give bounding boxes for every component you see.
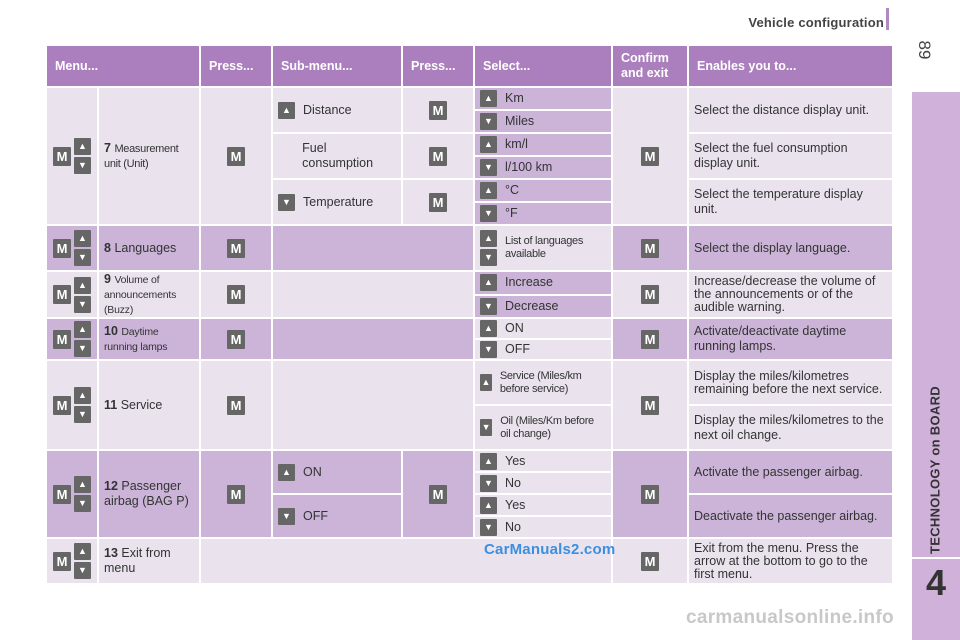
up-arrow-icon: ▲	[278, 464, 295, 481]
menu-number: 13	[104, 546, 118, 560]
menu-name: Exit from menu	[104, 546, 171, 575]
down-arrow-icon: ▼	[74, 340, 91, 357]
enables-cell: Activate the passenger airbag.	[688, 450, 893, 494]
chapter-number: 4	[925, 562, 947, 603]
press-cell	[402, 133, 474, 179]
select-cell	[474, 202, 612, 225]
confirm-cell	[612, 225, 688, 271]
select-option: Miles	[505, 114, 535, 128]
select-cell	[474, 405, 612, 450]
table-row	[46, 87, 893, 110]
section-title: Vehicle configuration	[748, 15, 884, 30]
select-cell	[474, 295, 612, 319]
chapter-label: TECHNOLOGY on BOARD	[927, 386, 943, 554]
select-option: List of languages available	[505, 235, 584, 260]
up-arrow-icon: ▲	[480, 274, 497, 291]
enables-cell: Select the distance display unit.	[688, 87, 893, 133]
press-cell	[200, 87, 272, 225]
table-row	[46, 360, 893, 405]
menu-key-cell	[46, 225, 98, 271]
configuration-table	[45, 44, 894, 585]
m-key-icon: M	[429, 101, 447, 120]
down-arrow-icon: ▼	[278, 194, 295, 211]
header-confirm: Confirm and exit	[612, 45, 688, 87]
up-arrow-icon: ▲	[74, 321, 91, 338]
down-arrow-icon: ▼	[480, 341, 497, 358]
menu-key-cell	[46, 87, 98, 225]
menu-key-cell	[46, 318, 98, 360]
enables-cell: Select the fuel consumption display unit.	[688, 133, 893, 179]
up-arrow-icon: ▲	[74, 230, 91, 247]
select-cell	[474, 156, 612, 179]
select-cell	[474, 87, 612, 110]
up-arrow-icon: ▲	[278, 102, 295, 119]
down-arrow-icon: ▼	[480, 519, 497, 536]
menu-name-cell	[98, 450, 200, 538]
menu-key-cell	[46, 538, 98, 584]
header-press: Press...	[200, 45, 272, 87]
m-key-icon: M	[641, 147, 659, 166]
m-key-icon: M	[227, 396, 245, 415]
m-key-icon: M	[53, 552, 71, 571]
arrow-key-pair	[74, 277, 91, 313]
header-select: Select...	[474, 45, 612, 87]
submenu-name: Distance	[303, 102, 352, 117]
menu-number: 10	[104, 324, 118, 338]
select-option: Oil (Miles/Km before oil change)	[500, 414, 594, 440]
m-key-icon: M	[53, 396, 71, 415]
down-arrow-icon: ▼	[480, 113, 497, 130]
select-cell	[474, 133, 612, 156]
down-arrow-icon: ▼	[480, 298, 497, 315]
arrow-key-pair	[74, 138, 91, 174]
select-option: No	[505, 475, 521, 490]
enables-cell: Select the temperature display unit.	[688, 179, 893, 225]
m-key-icon: M	[227, 239, 245, 258]
arrow-key-pair	[480, 230, 497, 266]
down-arrow-icon: ▼	[480, 475, 497, 492]
menu-name-cell	[98, 538, 200, 584]
select-cell	[474, 494, 612, 516]
table-row	[46, 450, 893, 472]
confirm-cell	[612, 450, 688, 538]
down-arrow-icon: ▼	[480, 205, 497, 222]
select-option: Yes	[505, 453, 526, 468]
m-key-icon: M	[53, 485, 71, 504]
enables-cell: Display the miles/kilometres to the next oil change.	[688, 405, 893, 450]
menu-number: 9	[104, 272, 111, 286]
key-combo	[52, 476, 92, 512]
empty-cell	[272, 360, 474, 450]
select-cell	[474, 360, 612, 405]
confirm-cell	[612, 87, 688, 225]
select-option: Decrease	[505, 298, 559, 313]
press-cell	[200, 360, 272, 450]
m-key-icon: M	[429, 485, 447, 504]
key-combo	[52, 277, 92, 313]
arrow-key-pair	[74, 387, 91, 423]
table-row	[46, 271, 893, 295]
menu-name: Service	[120, 397, 163, 412]
select-cell	[474, 450, 612, 472]
arrow-key-pair	[74, 543, 91, 579]
m-key-icon: M	[227, 485, 245, 504]
select-option: OFF	[505, 342, 530, 356]
m-key-icon: M	[53, 330, 71, 349]
empty-cell	[272, 318, 474, 360]
key-combo	[52, 543, 92, 579]
select-cell	[474, 318, 612, 339]
down-arrow-icon: ▼	[74, 406, 91, 423]
select-option: Service (Miles/km before service)	[499, 369, 582, 395]
down-arrow-icon: ▼	[74, 562, 91, 579]
site-watermark: CarManuals2.com	[484, 541, 616, 558]
m-key-icon: M	[429, 193, 447, 212]
submenu-name: OFF	[303, 508, 328, 523]
press-cell	[402, 450, 474, 538]
down-arrow-icon: ▼	[480, 249, 497, 266]
select-option: km/l	[505, 137, 528, 151]
menu-number: 11	[104, 397, 118, 412]
submenu-cell	[272, 179, 402, 225]
select-cell	[474, 179, 612, 202]
down-arrow-icon: ▼	[278, 508, 295, 525]
select-cell	[474, 516, 612, 538]
empty-cell	[272, 271, 474, 318]
press-cell	[402, 179, 474, 225]
empty-cell	[272, 225, 474, 271]
m-key-icon: M	[53, 285, 71, 304]
m-key-icon: M	[641, 285, 659, 304]
menu-number: 7	[104, 141, 111, 155]
submenu-name: Fuel consumption	[302, 141, 374, 170]
table-row	[46, 538, 893, 584]
arrow-key-pair	[74, 230, 91, 266]
header-press-2: Press...	[402, 45, 474, 87]
m-key-icon: M	[641, 239, 659, 258]
chapter-divider	[912, 557, 960, 559]
menu-name-cell	[98, 271, 200, 318]
key-combo	[52, 230, 92, 266]
up-arrow-icon: ▲	[480, 182, 497, 199]
select-option: °F	[505, 206, 518, 220]
submenu-cell	[272, 133, 402, 179]
menu-key-cell	[46, 360, 98, 450]
select-option: ON	[505, 321, 524, 335]
up-arrow-icon: ▲	[480, 453, 497, 470]
down-arrow-icon: ▼	[74, 249, 91, 266]
m-key-icon: M	[641, 552, 659, 571]
press-cell	[200, 318, 272, 360]
select-option: Km	[505, 91, 524, 105]
up-arrow-icon: ▲	[74, 277, 91, 294]
menu-name: Languages	[114, 240, 177, 255]
down-arrow-icon: ▼	[74, 157, 91, 174]
down-arrow-icon: ▼	[74, 495, 91, 512]
header-menu: Menu...	[46, 45, 200, 87]
m-key-icon: M	[53, 147, 71, 166]
key-combo	[52, 138, 92, 174]
header-enables: Enables you to...	[688, 45, 893, 87]
down-arrow-icon: ▼	[74, 296, 91, 313]
press-cell	[200, 271, 272, 318]
enables-cell: Deactivate the passenger airbag.	[688, 494, 893, 538]
confirm-cell	[612, 318, 688, 360]
up-arrow-icon: ▲	[480, 230, 497, 247]
header-submenu: Sub-menu...	[272, 45, 402, 87]
select-cell	[474, 110, 612, 133]
m-key-icon: M	[429, 147, 447, 166]
up-arrow-icon: ▲	[480, 374, 492, 391]
submenu-cell	[272, 494, 402, 538]
enables-cell: Display the miles/kilometres remaining before the next service.	[688, 360, 893, 405]
press-cell	[402, 87, 474, 133]
select-option: l/100 km	[505, 160, 553, 174]
menu-key-cell	[46, 450, 98, 538]
arrow-key-pair	[74, 321, 91, 357]
press-cell	[200, 450, 272, 538]
menu-name-cell	[98, 318, 200, 360]
select-option: No	[505, 519, 521, 534]
up-arrow-icon: ▲	[480, 136, 497, 153]
confirm-cell	[612, 271, 688, 318]
m-key-icon: M	[53, 239, 71, 258]
page-number: 89	[915, 40, 934, 60]
menu-name: Passenger airbag (BAG P)	[104, 479, 189, 508]
enables-cell: Activate/deactivate daytime running lamps.	[688, 318, 893, 360]
enables-cell: Select the display language.	[688, 225, 893, 271]
menu-name-cell	[98, 87, 200, 225]
select-cell	[474, 339, 612, 360]
key-combo	[52, 387, 92, 423]
menu-name-cell	[98, 225, 200, 271]
select-option: Increase	[505, 275, 553, 290]
submenu-name: Temperature	[303, 194, 374, 209]
footer-watermark: carmanualsonline.info	[686, 607, 894, 628]
select-cell	[474, 225, 612, 271]
menu-name: Measurement unit (Unit)	[104, 143, 179, 170]
menu-name: Volume of announcements (Buzz)	[104, 274, 177, 316]
confirm-cell	[612, 538, 688, 584]
press-cell	[200, 225, 272, 271]
menu-name: Daytime running lamps	[104, 326, 168, 353]
table-row	[46, 225, 893, 271]
m-key-icon: M	[227, 285, 245, 304]
up-arrow-icon: ▲	[74, 138, 91, 155]
menu-number: 12	[104, 479, 118, 493]
up-arrow-icon: ▲	[74, 476, 91, 493]
select-cell	[474, 472, 612, 494]
submenu-cell	[272, 450, 402, 494]
up-arrow-icon: ▲	[480, 90, 497, 107]
m-key-icon: M	[227, 147, 245, 166]
menu-name-cell	[98, 360, 200, 450]
submenu-name: ON	[303, 464, 322, 479]
menu-number: 8	[104, 240, 111, 255]
select-option: Yes	[505, 497, 526, 512]
submenu-cell	[272, 87, 402, 133]
enables-cell: Exit from the menu. Press the arrow at the bottom to go to the first menu.	[688, 538, 893, 584]
table-header-row	[46, 45, 893, 87]
enables-cell: Increase/decrease the volume of the announcements or of the audible warning.	[688, 271, 893, 318]
arrow-key-pair	[74, 476, 91, 512]
menu-key-cell	[46, 271, 98, 318]
key-combo	[52, 321, 92, 357]
up-arrow-icon: ▲	[74, 387, 91, 404]
header-divider	[886, 8, 889, 30]
down-arrow-icon: ▼	[480, 419, 492, 436]
m-key-icon: M	[227, 330, 245, 349]
table-row	[46, 318, 893, 339]
select-option: °C	[505, 183, 520, 197]
down-arrow-icon: ▼	[480, 159, 497, 176]
up-arrow-icon: ▲	[74, 543, 91, 560]
m-key-icon: M	[641, 485, 659, 504]
m-key-icon: M	[641, 330, 659, 349]
m-key-icon: M	[641, 396, 659, 415]
up-arrow-icon: ▲	[480, 320, 497, 337]
up-arrow-icon: ▲	[480, 497, 497, 514]
confirm-cell	[612, 360, 688, 450]
select-cell	[474, 271, 612, 295]
